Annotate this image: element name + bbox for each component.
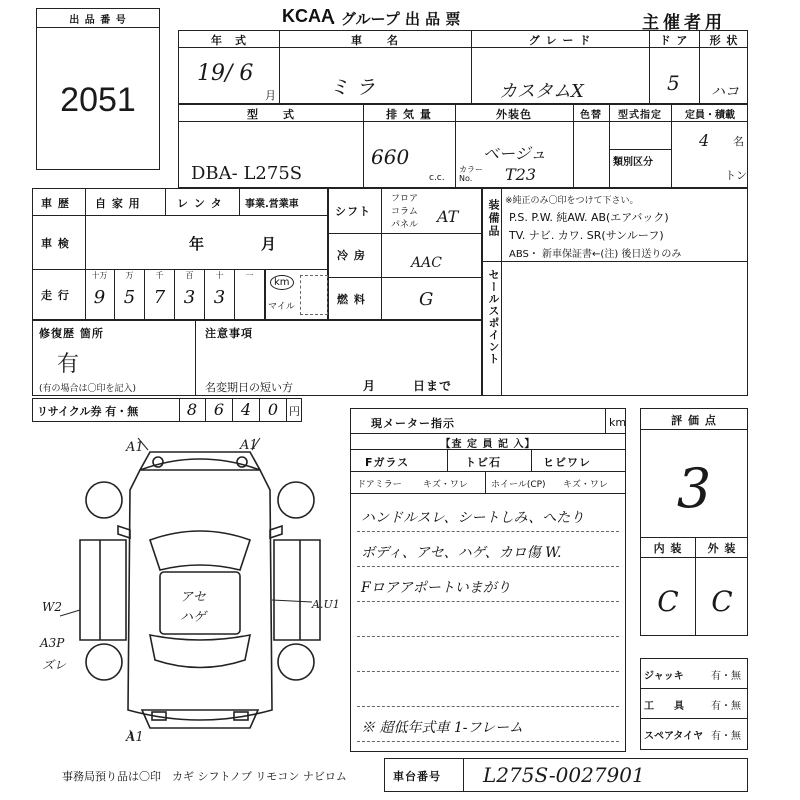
shift-value: AT [437,207,459,226]
lot-label: 出 品 番 号 [69,15,127,26]
exterior-label: 外 装 [707,542,737,555]
displacement-label: 排 気 量 [386,108,432,121]
mileage-digit-value: 5 [123,287,136,308]
mileage-digit-cell [115,269,145,319]
attention-label: 注意事項 [205,327,253,340]
doors-label: ド ア [659,34,689,47]
auction-logo: KCAA [282,6,334,26]
model-label: 型 式 [247,108,295,121]
repair-box [32,320,482,396]
accessory-value: 有・無 [711,731,741,742]
mileage-digit-value: 3 [213,287,226,308]
equipment-row-2: TV. ナビ. カワ. SR(サンルーフ) [509,229,664,242]
mark-front-left: A1 [126,440,144,455]
mileage-digit-cell [85,269,115,319]
vehicle-table [178,30,748,104]
inspection-label: 車 検 [41,237,70,250]
shape-label: 形 状 [709,34,739,47]
interior-value: C [657,585,679,618]
repair-note: (有の場合は〇印を記入) [39,384,137,394]
chassis-label: 車台番号 [393,770,441,783]
capacity-label: 定員・積載 [685,110,735,121]
accessory-label: ジャッキ [644,671,684,682]
recycle-digits [179,399,287,421]
exterior-value: C [711,585,733,618]
fuel-label: 燃 料 [337,293,366,306]
year-value: 19/ 6 [197,61,254,86]
inspector-note-line [357,707,619,742]
business-use: 事業.営業車 [245,199,299,210]
office-note: 事務局預り品は〇印 カギ シフトノブ リモコン ナビロム [62,770,347,783]
accessory-row [641,659,747,689]
inspector-note-line [357,672,619,707]
color-value: ベージュ [483,144,547,163]
mark-side-dent: ズレ [42,658,67,672]
chassis-value: L275S-0027901 [483,763,645,787]
mileage-digit-value: 9 [93,287,106,308]
ac-value: AAC [411,255,442,271]
ton-unit: トン [725,169,747,182]
inspector-note-text: ハンドルスレ、シートしみ、へたり [361,510,585,526]
recycle-digit: 0 [260,399,287,421]
type-class-label: 類別区分 [613,157,653,168]
shift-label: シフト [335,205,371,218]
equipment-row-3: ABS・ 新車保証書←(注) 後日送りのみ [509,249,682,260]
score-value: 3 [676,457,712,520]
history-label: 車 歴 [41,197,70,210]
equipment-label: 装備品 [487,199,500,238]
grade-value: カスタムX [499,81,584,102]
inspector-notes [357,497,619,747]
month-mark: 月 [265,89,276,102]
equipment-row-1: P.S. P.W. 純AW. AB(エアバック) [509,211,669,224]
sales-point-label: セールスポイント [487,269,500,365]
mileage-digit-label: 百 [185,271,194,280]
mark-front-right: A1 [240,438,258,453]
accessory-label: 工 具 [644,701,684,712]
mirror-label: ドアミラー [357,480,402,490]
accessory-value: 有・無 [711,701,741,712]
glass-label: Fガラス [365,456,410,469]
mileage-digit-value: 3 [183,287,196,308]
accessory-value: 有・無 [711,671,741,682]
recycle-label: リサイクル券 有・無 [37,405,139,418]
equipment-box [482,188,748,396]
recycle-digit: 4 [233,399,260,421]
repair-value: 有 [57,352,80,377]
chip-label: トビ石 [465,456,501,469]
inspection-year: 年 [189,235,206,253]
capacity-value: 4 [699,131,710,150]
ac-label: 冷 房 [337,249,366,262]
rental-use: レ ン タ [177,197,223,210]
color-change-label: 色替 [580,110,602,121]
private-use: 自 家 用 [95,197,141,210]
mileage-digit-label: 十 [215,271,224,280]
type-spec-label: 型式指定 [618,110,662,121]
recycle-digit: 8 [179,399,206,421]
inspection-month: 月 [261,235,278,253]
wheel-options: キズ・ワレ [563,480,608,490]
color-label: 外装色 [496,108,532,121]
recycle-box [32,398,302,422]
mark-side-a3p: A3P [40,636,65,650]
car-name-value: ミ ラ [329,75,376,99]
shift-panel: パネル [391,220,419,230]
model-table [178,104,748,188]
inspector-note-line [357,532,619,567]
inspector-note-line [357,637,619,672]
grade-box [640,408,748,636]
fuel-value: G [419,289,434,310]
mileage-digit-grid [85,269,265,319]
accessory-row [641,719,747,749]
inspector-note-line [357,567,619,602]
shift-floor: フロア [391,194,419,204]
lot-box [36,8,160,170]
doors-value: 5 [667,71,680,95]
shape-value: ハコ [711,84,739,100]
interior-label: 内 装 [653,542,683,555]
rename-month: 月 [363,379,377,393]
score-label: 評 価 点 [671,414,717,427]
chassis-box [384,758,748,792]
mark-rear-left: A1 [126,730,144,745]
accessory-label: スペアタイヤ [644,731,704,742]
inspector-box [350,408,626,752]
mileage-digit-label: 一 [245,271,254,280]
recycle-digit: 6 [206,399,233,421]
inspector-section-title: 【査 定 員 記 入】 [440,439,536,450]
mileage-digit-label: 千 [155,271,164,280]
mileage-digit-value: 7 [153,287,166,308]
mark-center-note: アセ ハゲ [180,590,207,625]
inspector-note-text: ボディ、アセ、ハゲ、カロ傷 W. [361,545,562,561]
mile-option: マイル [268,302,295,312]
organizer-label: 主催者用 [642,13,726,33]
inspector-note-text: ※ 超低年式車 1-フレーム [361,720,523,736]
cc-unit: c.c. [429,173,445,183]
meter-km: km [609,416,627,429]
displacement-value: 660 [371,145,410,169]
mileage-digit-cell [145,269,175,319]
grade-label: グ レ ー ド [528,34,592,47]
inspector-note-line [357,602,619,637]
name-label: 車 名 [351,34,399,47]
rename-day: 日まで [413,379,453,393]
year-label: 年 式 [211,34,247,47]
mileage-digit-label: 十万 [91,271,108,280]
recycle-unit: 円 [289,405,300,418]
shift-column: コラム [391,207,418,217]
rename-label: 名変期日の短い方 [205,381,293,394]
accessory-row [641,689,747,719]
inspector-note-line [357,497,619,532]
km-option: km [270,275,294,290]
crack-label: ヒビワレ [543,456,591,469]
accessories-box [640,658,748,750]
color-no-value: T23 [505,165,537,184]
model-value: DBA- L275S [191,163,303,184]
mileage-digit-cell [235,269,265,319]
mark-side-w2: W2 [42,600,62,614]
color-no-label: カラー No. [459,165,483,183]
form-title: . グループ 出 品 票 [330,10,461,28]
lot-number: 2051 [60,81,136,119]
mileage-digit-cell [175,269,205,319]
mileage-digit-label: 万 [125,271,134,280]
meter-label: 現メーター指示 [371,417,455,430]
mileage-label: 走 行 [41,289,70,302]
wheel-label: ホイール(CP) [491,480,546,490]
repair-label: 修復歴 箇所 [39,327,104,340]
spec-table [328,188,482,320]
mirror-options: キズ・ワレ [423,480,468,490]
history-table [32,188,328,320]
mileage-digit-cell [205,269,235,319]
mark-right-side: A.U1 [312,598,340,611]
inspector-note-text: Fロアアポートいまがり [361,580,511,596]
km-mile-box [265,269,330,319]
capacity-unit: 名 [733,135,744,148]
equipment-note: ※純正のみ〇印をつけて下さい。 [505,196,639,206]
